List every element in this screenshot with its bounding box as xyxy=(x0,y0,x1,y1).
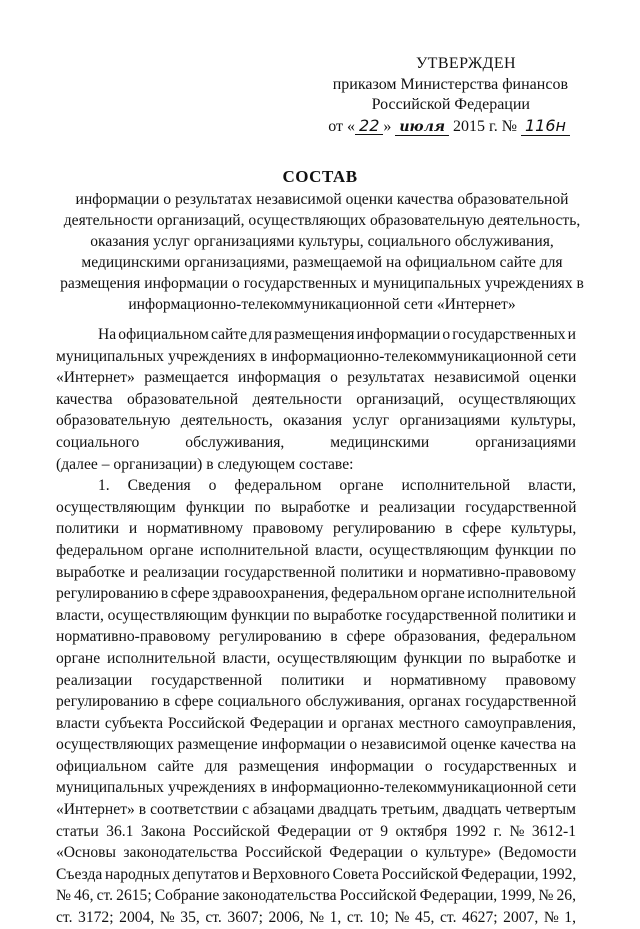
date-month: июля xyxy=(395,119,449,136)
body-line: качества образовательной деятельности организаций, осуществляющих xyxy=(56,390,576,408)
body-line: власти, осуществляющим функции по выработке государственной политики и xyxy=(56,606,577,624)
body-line: социального обслуживания, медицинскими организациями xyxy=(56,433,576,451)
body-line: муниципальных учреждениях в информационно-телекоммуникационной сети xyxy=(56,779,577,797)
body-line: нормативно-правовому регулированию в сфере образования, федеральном xyxy=(56,628,576,646)
body-line: реализации государственной политики и нормативному правовому xyxy=(56,671,576,689)
body-line: органе исполнительной власти, осуществляющим функции по выработке и xyxy=(56,649,576,667)
body-line: образовательную деятельность, оказания услуг организациями культуры, xyxy=(56,412,576,430)
body-line: выработке и реализации государственной политики и нормативно-правовому xyxy=(56,563,576,581)
subtitle-line: информационно-телекоммуникационной сети «Интернет» xyxy=(128,296,516,313)
body-line: (далее – организации) в следующем составе: xyxy=(56,455,354,473)
body-line: ст. 3172; 2004, № 35, ст. 3607; 2006, № 1, ст. 10; № 45, ст. 4627; 2007, № 1, xyxy=(56,909,576,927)
approval-country-line: Российской Федерации xyxy=(371,96,530,113)
date-suffix: 2015 г. № xyxy=(448,117,517,135)
body-line: регулированию в сфере социального обслуживания, органах государственной xyxy=(56,693,577,711)
approval-order-line: приказом Министерства финансов xyxy=(332,75,568,93)
subtitle-line: оказания услуг организациями культуры, социального обслуживания, xyxy=(90,233,554,250)
body-line: № 46, ст. 2615; Собрание законодательства Российской Федерации, 1999, № 26, xyxy=(56,887,576,905)
body-line: регулированию в сфере здравоохранения, федеральном органе исполнительной xyxy=(56,585,576,603)
approval-date-line xyxy=(300,116,570,138)
body-line: федеральном органе исполнительной власти, осуществляющим функции по xyxy=(56,541,576,559)
body-line: «Интернет» размещается информация о результатах независимой оценки xyxy=(56,369,577,387)
body-line: политики и нормативному правовому регулированию в сфере культуры, xyxy=(56,520,577,538)
subtitle-line: информации о результатах независимой оценки качества образовательной xyxy=(75,191,569,208)
body-line: Съезда народных депутатов и Верховного Совета Российской Федерации, 1992, xyxy=(56,865,577,883)
body-line: осуществляющих размещение информации о независимой оценке качества на xyxy=(56,736,576,754)
body-line: «Интернет» в соответствии с абзацами двадцать третьим, двадцать четвертым xyxy=(56,801,576,819)
document-body xyxy=(56,324,576,929)
document-title: СОСТАВ xyxy=(282,167,358,186)
body-line: власти субъекта Российской Федерации и органах местного самоуправления, xyxy=(56,714,576,732)
body-line: На официальном сайте для размещения информации о государственных и xyxy=(98,326,576,343)
date-prefix: от « xyxy=(328,117,356,135)
body-line: «Основы законодательства Российской Федерации о культуре» (Ведомости xyxy=(56,844,577,862)
body-line: муниципальных учреждениях в информационно-телекоммуникационной сети xyxy=(56,347,577,365)
document-subtitle xyxy=(56,189,588,315)
order-number: 116н xyxy=(521,116,570,136)
body-line: статьи 36.1 Закона Российской Федерации от 9 октября 1992 г. № 3612-1 xyxy=(56,822,576,840)
subtitle-line: размещения информации о государственных и муниципальных учреждениях в xyxy=(60,275,584,292)
body-line: 1. Сведения о федеральном органе исполнительной власти, xyxy=(98,477,576,495)
approval-title: УТВЕРЖДЕН xyxy=(415,55,516,72)
subtitle-line: деятельности организаций, осуществляющих образовательную деятельность, xyxy=(63,212,581,229)
subtitle-line: медицинскими организациями, размещаемой на официальном сайте для xyxy=(81,254,563,271)
body-line: осуществляющим функции по выработке и реализации государственной xyxy=(56,498,577,516)
approval-block xyxy=(300,54,570,137)
date-day: 22 xyxy=(355,117,383,135)
body-line: официальном сайте для размещения информации о государственных и xyxy=(56,757,577,775)
date-mid: » xyxy=(383,117,396,135)
